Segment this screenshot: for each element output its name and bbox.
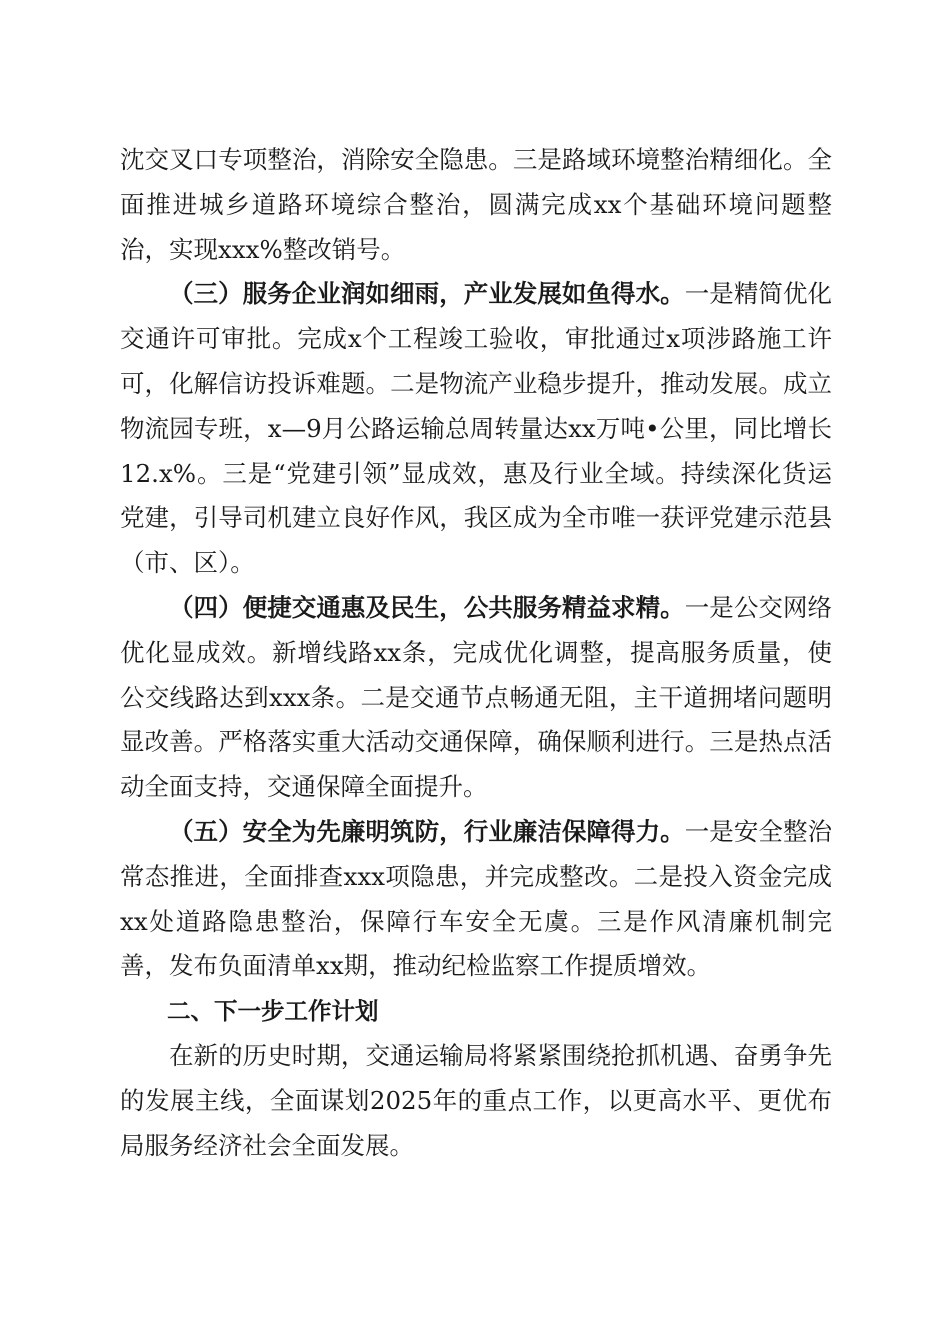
section-heading: 二、下一步工作计划 [167, 997, 379, 1026]
paragraph-lead: （五）安全为先廉明筑防，行业廉洁保障得力。 [169, 816, 685, 846]
paragraph-closing [120, 1034, 832, 1168]
paragraph-text: 在新的历史时期，交通运输局将紧紧围绕抢抓机遇、奋勇争先的发展主线，全面谋划2025年的重点工作，以更高水平、更优布局服务经济社会全面发展。 [120, 1040, 832, 1160]
paragraph-section-3 [120, 272, 832, 586]
paragraph-text: 沈交叉口专项整治，消除安全隐患。三是路域环境整治精细化。全面推进城乡道路环境综合整治，圆满完成xx个基础环境问题整治，实现xxx%整改销号。 [120, 145, 832, 264]
paragraph-section-5 [120, 810, 832, 989]
paragraph-lead: （三）服务企业润如细雨，产业发展如鱼得水。 [169, 279, 685, 309]
paragraph-continuation [120, 138, 832, 272]
paragraph-text: 一是精简优化交通许可审批。完成x个工程竣工验收，审批通过x项涉路施工许可，化解信访投诉难题。二是物流产业稳步提升，推动发展。成立物流园专班，x—9月公路运输总周转量达xx万吨•公里，同比增长12.x%。三是“党建引领”显成效，惠及行业全域。持续深化货运党建，引导司机建立良好作风，我区成为全市唯一获评党建示范县（市、区）。 [120, 279, 833, 578]
paragraph-text: 一是公交网络优化显成效。新增线路xx条，完成优化调整，提高服务质量，使公交线路达到xxx条。二是交通节点畅通无阻，主干道拥堵问题明显改善。严格落实重大活动交通保障，确保顺利进行。三是热点活动全面支持，交通保障全面提升。 [120, 592, 833, 802]
paragraph-section-4 [120, 586, 832, 810]
document-body [120, 138, 832, 1168]
paragraph-text: 一是安全整治常态推进，全面排查xxx项隐患，并完成整改。二是投入资金完成xx处道路隐患整治，保障行车安全无虞。三是作风清廉机制完善，发布负面清单xx期，推动纪检监察工作提质增效。 [120, 816, 833, 981]
paragraph-lead: （四）便捷交通惠及民生，公共服务精益求精。 [169, 592, 685, 622]
